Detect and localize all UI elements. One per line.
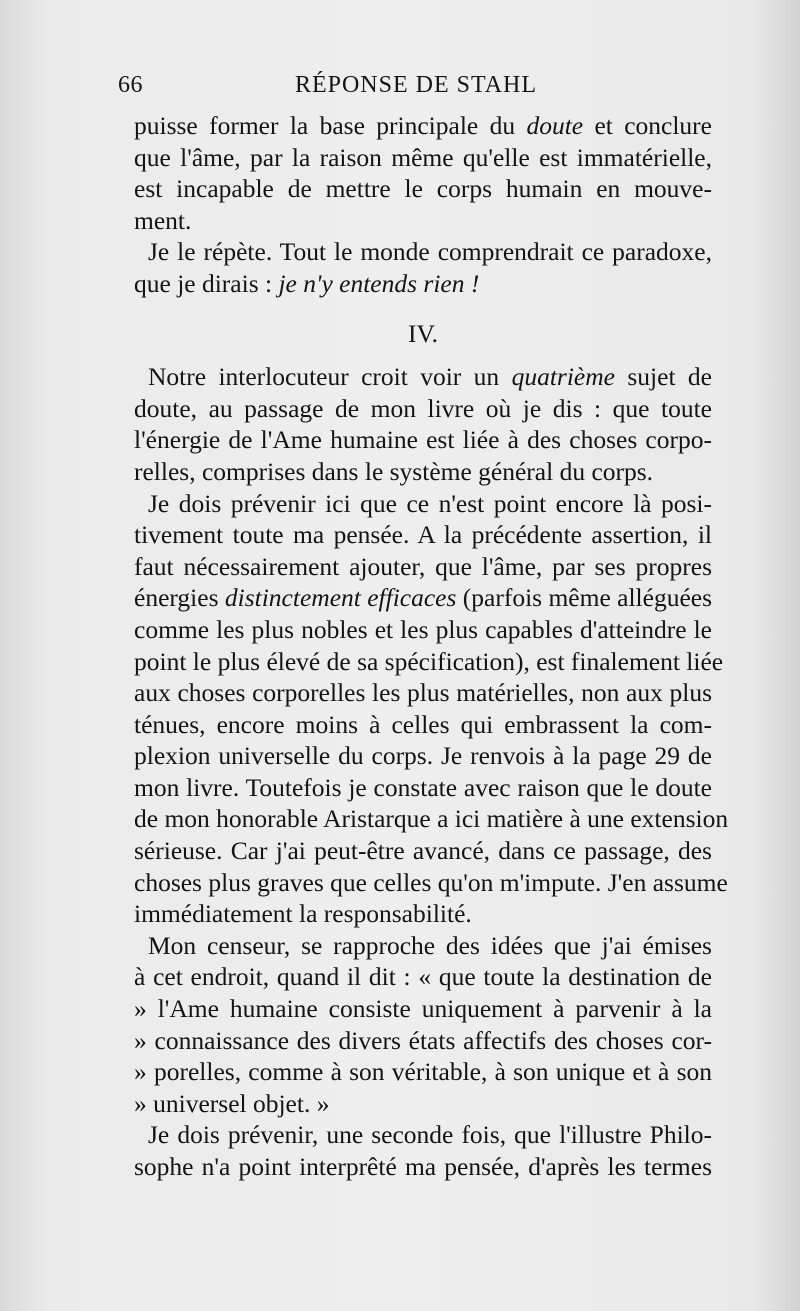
text-line: faut nécessairement ajouter, que l'âme, par ses propres (134, 551, 712, 581)
text-line: l'énergie de l'Ame humaine est liée à des choses corpo- (134, 425, 712, 455)
text-line: sophe n'a point interprêté ma pensée, d'après les termes (134, 1152, 712, 1181)
text-line: Notre interlocuteur croit voir un quatrième sujet de (148, 362, 712, 392)
text-line: comme les plus nobles et les plus capables d'atteindre le (134, 614, 712, 644)
italic-text: distinctement efficaces (224, 583, 457, 613)
section-heading: IV. (408, 318, 438, 348)
text-line: mon livre. Toutefois je constate avec raison que le doute (134, 772, 712, 802)
text-line: ténues, encore moins à celles qui embrassent la com- (134, 709, 712, 739)
italic-text: quatrième (511, 362, 615, 392)
paragraph-6 (134, 1119, 712, 1182)
text-line: est incapable de mettre le corps humain en mouve- (134, 174, 712, 204)
text-line: relles, comprises dans le système général du corps. (134, 456, 654, 486)
text-line: sérieuse. Car j'ai peut-être avancé, dans ce passage, des (134, 836, 712, 866)
text-line: plexion universelle du corps. Je renvois à la page 29 de (134, 741, 712, 771)
text-line: » connaissance des divers états affectifs des choses cor- (134, 1025, 712, 1055)
italic-text: je n'y entends rien ! (278, 268, 480, 298)
italic-text: doute (526, 111, 584, 140)
paragraph-1 (134, 110, 712, 236)
text-line: immédiatement la responsabilité. (134, 899, 472, 929)
text-line: doute, au passage de mon livre où je dis : que toute (134, 393, 712, 423)
page-body (134, 110, 729, 1183)
text-line: » porelles, comme à son véritable, à son unique et à son (134, 1057, 712, 1087)
text-line: aux choses corporelles les plus matérielles, non aux plus (134, 678, 712, 708)
text-line: Je dois prévenir ici que ce n'est point encore là posi- (148, 488, 712, 518)
text-line: tivement toute ma pensée. A la précédente assertion, il (134, 520, 712, 550)
text-line: ment. (134, 205, 192, 235)
text-line: point le plus élevé de sa spécification), est finalement liée (134, 646, 724, 676)
paragraph-4 (134, 488, 729, 930)
text-line: à cet endroit, quand il dit : « que toute la destination de (134, 962, 712, 992)
running-head: RÉPONSE DE STAHL (294, 72, 538, 98)
text-line: énergies distinctement efficaces (parfois même alléguées (134, 583, 713, 613)
text-line: choses plus graves que celles qu'on m'impute. J'en assume (134, 867, 728, 897)
paragraph-2 (134, 236, 712, 299)
text-line: puisse former la base principale du doute et conclure (134, 111, 712, 140)
text-line: Je le répète. Tout le monde comprendrait ce paradoxe, (148, 237, 712, 267)
text-line: de mon honorable Aristarque a ici matière à une extension (134, 804, 729, 834)
text-line: » l'Ame humaine consiste uniquement à parvenir à la (134, 994, 712, 1024)
text-line: que je dirais : je n'y entends rien ! (134, 268, 480, 298)
text-line: » universel objet. » (134, 1088, 330, 1118)
paragraph-5 (134, 930, 712, 1120)
paragraph-3 (134, 361, 712, 487)
page-header (118, 72, 714, 108)
page-number: 66 (118, 72, 143, 98)
text-line: Je dois prévenir, une seconde fois, que l'illustre Philo- (148, 1120, 712, 1150)
text-line: Mon censeur, se rapproche des idées que j'ai émises (148, 930, 712, 960)
text-line: que l'âme, par la raison même qu'elle est immatérielle, (134, 142, 712, 172)
